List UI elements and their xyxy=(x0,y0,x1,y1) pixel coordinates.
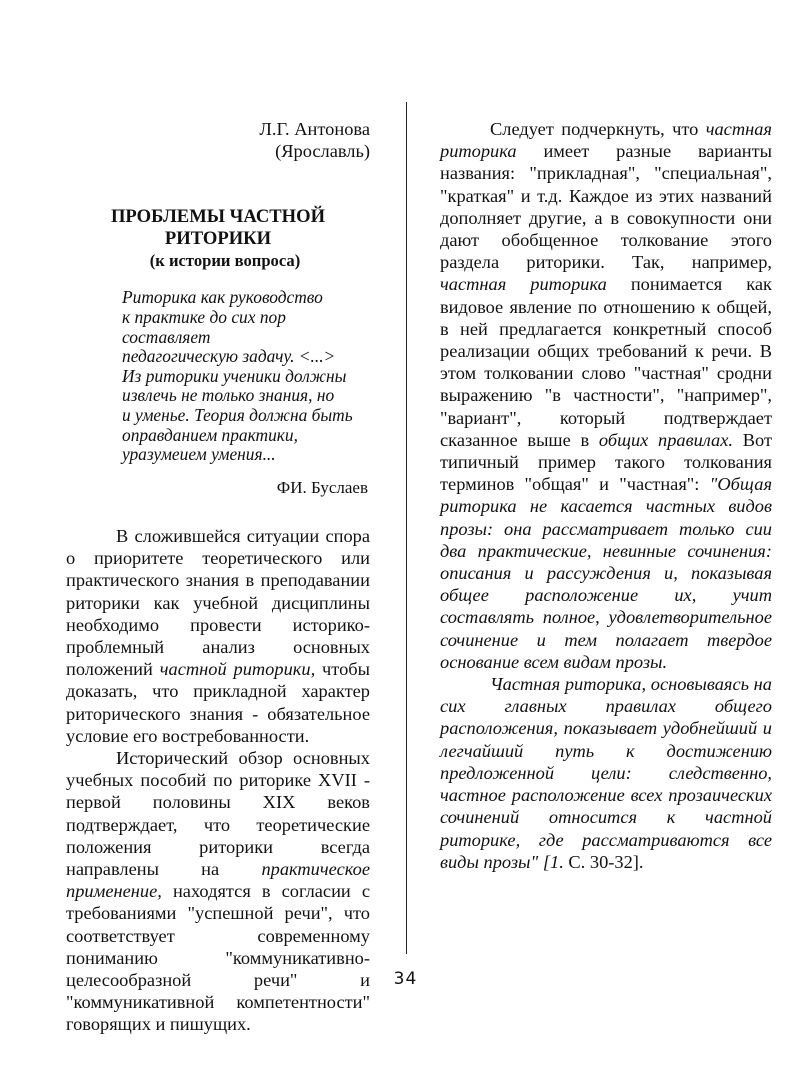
epigraph-line: оправданием практики, xyxy=(122,424,298,445)
epigraph-line: к практике до сих пор составляет xyxy=(122,307,286,347)
right-paragraph-2 xyxy=(440,673,772,873)
column-divider xyxy=(406,102,407,954)
epigraph-line: и уменье. Теория должна быть xyxy=(122,404,353,425)
text-run: находятся в согласии с требованиями "успешной речи", что соответствует современному пониманию "коммуникативно-целесообразной речи" и "коммуникативной компетентности" говорящих и пишущих. xyxy=(66,881,370,1035)
reference-pages: С. 30-32]. xyxy=(568,851,644,872)
right-paragraph-1 xyxy=(440,118,772,673)
reference-number: [1. xyxy=(542,851,564,872)
epigraph-line: уразумеием умения... xyxy=(122,444,276,465)
epigraph-line: извлечь не только знания, но xyxy=(122,385,335,406)
italic-term: общих правилах. xyxy=(598,429,733,450)
page-number: 34 xyxy=(393,969,418,989)
text-run: В сложившейся ситуации спора о приоритете теоретического или практического знания в преподавании риторики как учебной дисциплины необходимо провести историко-проблемный анализ основных положений xyxy=(66,525,370,680)
epigraph-line: Из риторики ученики должны xyxy=(122,365,347,386)
italic-term: практическое применение, xyxy=(66,859,370,902)
left-paragraph-2 xyxy=(66,747,370,1036)
text-run: имеет разные варианты названия: "прикладная", "специальная", "краткая" и т.д. Каждое из этих названий дополняет другие, а в совокупности они дают обобщенное толкование этого раздела риторики. Так, например, xyxy=(440,141,772,273)
right-column xyxy=(440,118,772,873)
author-name: Л.Г. Антонова xyxy=(259,119,370,139)
text-run: Следует подчеркнуть, что xyxy=(490,119,699,139)
epigraph-author: ФИ. Буслаев xyxy=(276,477,368,497)
article-title-line1: ПРОБЛЕМЫ ЧАСТНОЙ xyxy=(110,206,326,228)
text-run: чтобы доказать, что прикладной характер риторического знания - обязательное условие его востребованности. xyxy=(66,659,370,746)
text-run: понимается как видовое явление по отношению к общей, в ней предлагается конкретный способ реализации общих требований к речи. В этом толковании слово "частная" сродни выражению "в частности", "например", "вариант", который подтверждает сказанное выше в xyxy=(440,274,772,450)
article-subtitle: (к истории вопроса) xyxy=(149,251,301,271)
italic-term: частная риторика xyxy=(440,274,607,295)
epigraph-line: педагогическую задачу. <...> xyxy=(122,346,336,367)
text-run: Исторический обзор основных учебных пособий по риторике XVII - первой половины XIX веков подтверждает, что теоретические положения риторики всегда направлены на xyxy=(66,747,370,879)
quotation: Частная риторика, основываясь на сих главных правилах общего расположения, показывает удобнейший и легчайший путь к достижению предложенной цели: следственно, частное расположение всех прозаических сочинений относится к частной риторике, где рассматриваются все виды прозы" xyxy=(440,674,772,872)
epigraph-line: Риторика как руководство xyxy=(122,287,323,308)
epigraph xyxy=(122,288,370,464)
left-paragraph-1 xyxy=(66,525,370,747)
text-run: Вот типичный пример такого толкования терминов "общая" и "частная": xyxy=(440,429,772,495)
article-title-line2: РИТОРИКИ xyxy=(164,228,272,250)
article-title xyxy=(66,206,370,250)
quotation: "Общая риторика не касается частных видов прозы: она рассматривает только сии два практические, невинные сочинения: описания и рассуждения и, показывая общее расположение их, учит составлять полное, удовлетворительное сочинение и тем полагает твердое основание всем видам прозы. xyxy=(440,474,772,672)
italic-term: частной риторики, xyxy=(159,659,316,680)
author-city: (Ярославль) xyxy=(275,141,370,162)
left-column xyxy=(66,118,370,1036)
italic-term: частная риторика xyxy=(440,119,772,162)
